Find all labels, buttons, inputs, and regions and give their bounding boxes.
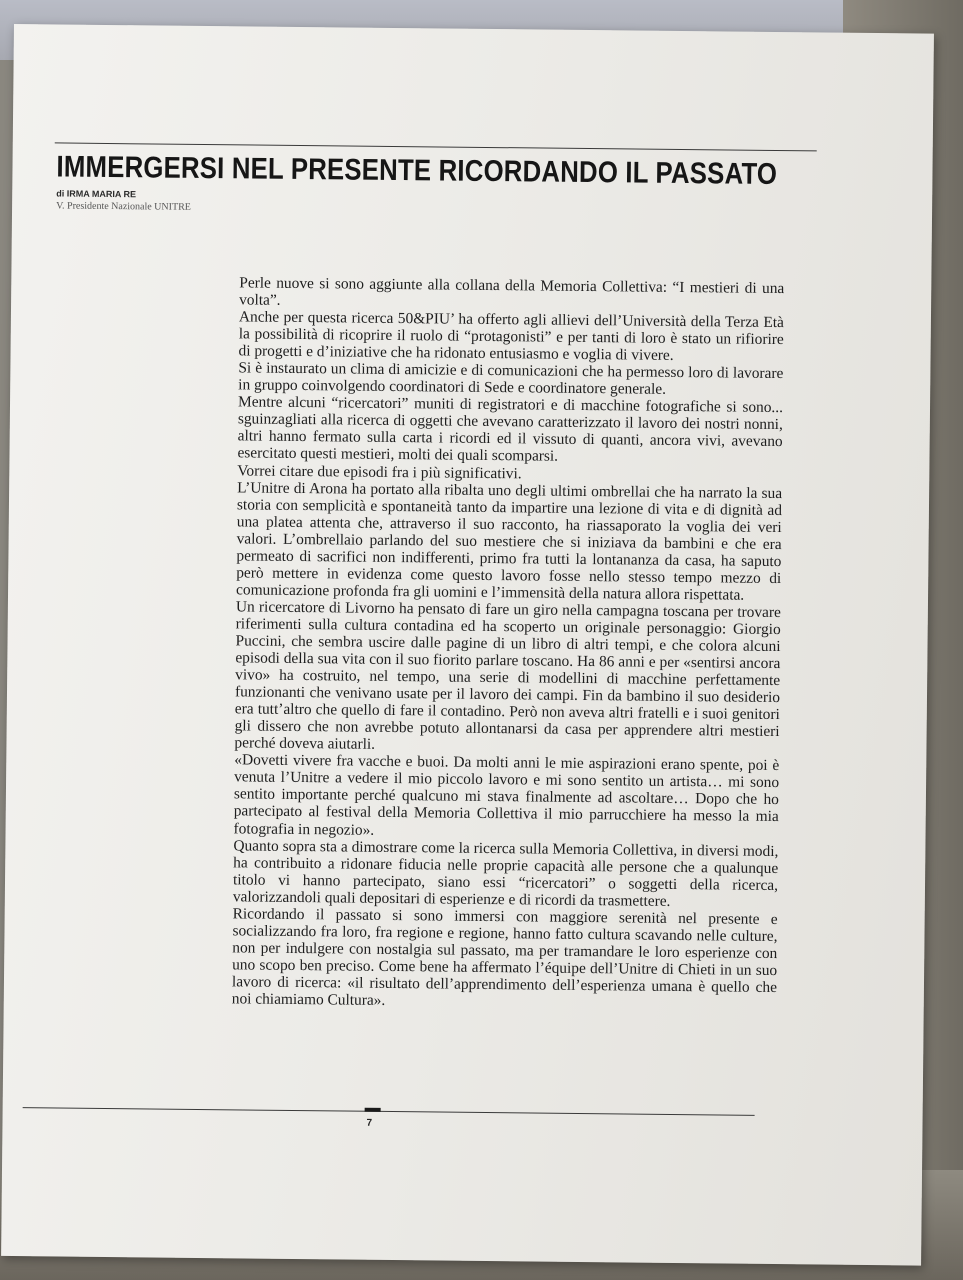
magazine-page bbox=[1, 24, 934, 1266]
paragraph: Ricordando il passato si sono immersi con maggiore serenità nel presente e socializzando fra loro, fra regione e regione, hanno fatto cultura scavando nelle culture, non per indulgere con nostalgia sul passato, ma per tramandare le loro esperienze con uno scopo ben preciso. Come bene ha affermato l’équipe dell’Unitre di Chieti in un suo lavoro di ricerca: «il risultato dell’apprendimento dell’esperienza umana è quello che noi chiamiamo Cultura». bbox=[231, 905, 778, 1009]
paragraph: Mentre alcuni “ricercatori” muniti di registratori e di macchine fotografiche si sono... sguinzagliati alla ricerca di oggetti che avevano caratterizzato il lavoro dei nostri nonni, altri hanno fermato sulla carta i ricordi ed il vissuto di quanti, ancora vivi, avevano esercitato questi mestieri, molti dei quali scomparsi. bbox=[237, 393, 784, 466]
footer-rule bbox=[23, 1107, 755, 1116]
author-role: V. Presidente Nazionale UNITRE bbox=[56, 200, 191, 213]
article-title: IMMERGERSI NEL PRESENTE RICORDANDO IL PASSATO bbox=[56, 150, 778, 191]
paragraph: Si è instaurato un clima di amicizie e di comunicazioni che ha permesso loro di lavorare in gruppo coinvolgendo coordinatori di Sede e coordinatore generale. bbox=[238, 359, 784, 399]
paragraph: «Dovetti vivere fra vacche e buoi. Da molti anni le mie aspirazioni erano spente, poi è venuta l’Unitre a vedere il mio piccolo lavoro e mi sono sentito un artista… mi sono sentito importante perché qualcuno mi stava finalmente ad ascoltare… Dopo che ho partecipato al festival della Memoria Collettiva il mio parrucchiere ha messo la mia fotografia in negozio». bbox=[233, 751, 780, 839]
paragraph: L’Unitre di Arona ha portato alla ribalta uno degli ultimi ombrellai che ha narrato la sua storia con semplicità e spontaneità tanto da impartire una lezione di vita e di dignità ad una platea attenta che, attraverso il suo racconto, ha riassaporato la voglia dei veri valori. L’ombrellaio parlando del suo mestiere che si iniziava da bambini e che era permeato di sacrifici non indifferenti, primo fra tutti la lontananza da casa, ha saputo però mettere in evidenza come questo lavoro fosse nello stesso tempo mezzo di comunicazione profonda fra gli uomini e l’immensità della natura allora rispettata. bbox=[235, 478, 783, 604]
paragraph: Anche per questa ricerca 50&PIU’ ha offerto agli allievi dell’Università della Terza Età la possibilità di ricoprire il ruolo di “protagonisti” e per tanti di loro è stato un rifiorire di progetti e d’iniziative che ha ridonato entusiasmo e voglia di vivere. bbox=[238, 308, 785, 365]
article-author: di IRMA MARIA RE bbox=[56, 188, 137, 200]
page-marker bbox=[365, 1108, 381, 1112]
paragraph: Vorrei citare due episodi fra i più significativi. bbox=[237, 461, 522, 482]
article-body bbox=[232, 274, 785, 1013]
page-number: 7 bbox=[366, 1117, 373, 1129]
paragraph: Quanto sopra sta a dimostrare come la ricerca sulla Memoria Collettiva, in diversi modi, ha contribuito a ridonare fiducia nelle proprie capacità alle persone che a qualunque titolo vi hanno partecipato, siano essi “ricercatori” o soggetti della ricerca, valorizzandoli quali depositari di esperienze e di ricordi da trasmettere. bbox=[232, 836, 779, 910]
header-rule bbox=[55, 142, 817, 151]
paragraph: Un ricercatore di Livorno ha pensato di fare un giro nella campagna toscana per trovare riferimenti sulla cultura contadina ed ha scoperto un originale personaggio: Giorgio Puccini, che sembra uscire dalle pagine di un libro di altri tempi, e che colora alcuni episodi della sua vita con il suo fiorito parlare toscano. Ha 86 anni e per «sentirsi ancora vivo» ha costruito, nel tempo, una serie di modellini di macchine perfettamente funzionanti che venivano usate per il lavoro dei campi. Fin da bambino il suo desiderio era tutt’altro che quello di fare il contadino. Però non aveva altri fratelli e i suoi genitori gli dissero che non avrebbe potuto allontanarsi da casa per apprendere altri mestieri perché doveva aiutarli. bbox=[234, 598, 781, 754]
paragraph: Perle nuove si sono aggiunte alla collana della Memoria Collettiva: “I mestieri di una volta”. bbox=[239, 274, 785, 309]
